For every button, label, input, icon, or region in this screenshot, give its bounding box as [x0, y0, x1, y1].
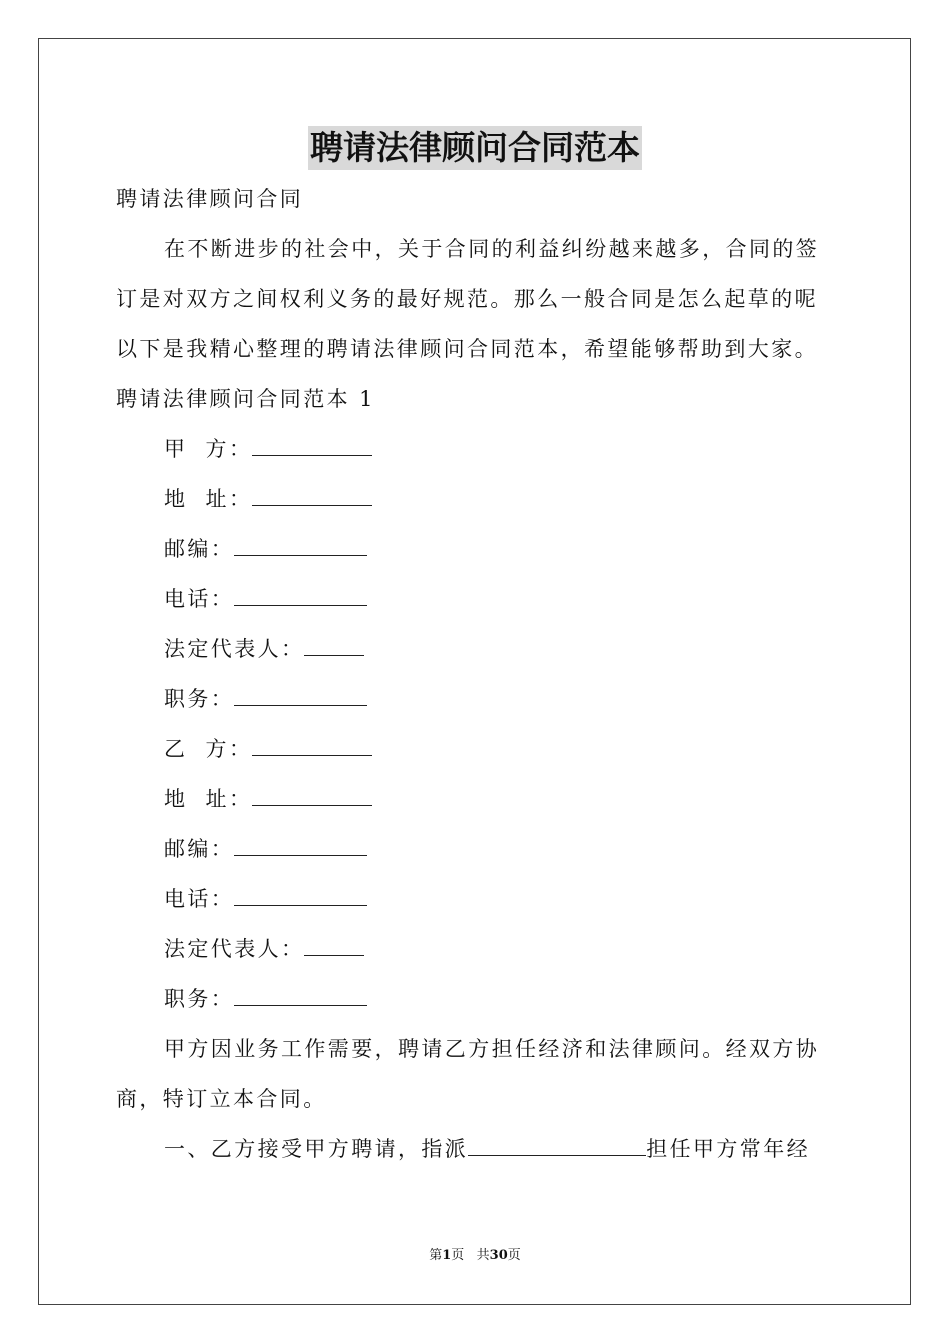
party-a-phone-blank — [234, 587, 367, 606]
party-a-postcode-blank — [234, 537, 367, 556]
footer-page-number: 1 — [442, 1248, 452, 1263]
party-a-postcode-label: 邮编： — [164, 537, 235, 561]
body-line-2: 商，特订立本合同。 — [116, 1087, 327, 1111]
party-b-address-field — [164, 784, 884, 814]
party-b-name-blank — [252, 737, 372, 756]
party-b-postcode-label: 邮编： — [164, 837, 235, 861]
party-a-address-label: 地 址： — [164, 487, 253, 511]
clause-1-before: 一、乙方接受甲方聘请，指派 — [164, 1137, 469, 1161]
party-b-rep-blank — [304, 937, 364, 956]
section-heading: 聘请法律顾问合同范本 1 — [116, 387, 375, 411]
party-a-phone-label: 电话： — [164, 587, 235, 611]
document-subtitle: 聘请法律顾问合同 — [116, 187, 304, 211]
party-b-rep-label: 法定代表人： — [164, 937, 305, 961]
footer-suffix: 页 — [507, 1248, 521, 1263]
party-b-phone-label: 电话： — [164, 887, 235, 911]
party-b-postcode-blank — [234, 837, 367, 856]
party-b-address-blank — [252, 787, 372, 806]
party-a-rep-label: 法定代表人： — [164, 637, 305, 661]
title-container — [0, 126, 950, 170]
party-a-name-field — [164, 434, 884, 464]
party-a-name-blank — [252, 437, 372, 456]
party-b-postcode-field — [164, 834, 884, 864]
footer-prefix: 第 — [429, 1248, 443, 1263]
party-b-title-label: 职务： — [164, 987, 235, 1011]
page-border — [38, 38, 911, 1305]
party-a-address-blank — [252, 487, 372, 506]
clause-1 — [164, 1134, 884, 1164]
party-a-postcode-field — [164, 534, 884, 564]
party-a-phone-field — [164, 584, 884, 614]
intro-line-1: 在不断进步的社会中，关于合同的利益纠纷越来越多，合同的签 — [164, 237, 820, 261]
intro-line-2: 订是对双方之间权利义务的最好规范。那么一般合同是怎么起草的呢 — [116, 287, 818, 311]
party-b-title-field — [164, 984, 884, 1014]
party-b-address-label: 地 址： — [164, 787, 253, 811]
clause-1-blank — [468, 1137, 646, 1156]
party-b-title-blank — [234, 987, 367, 1006]
party-b-phone-field — [164, 884, 884, 914]
document-title: 聘请法律顾问合同范本 — [308, 126, 642, 170]
party-a-address-field — [164, 484, 884, 514]
clause-1-after: 担任甲方常年经 — [646, 1137, 811, 1161]
party-a-title-blank — [234, 687, 367, 706]
party-a-rep-field — [164, 634, 884, 664]
party-b-name-label: 乙 方： — [164, 737, 253, 761]
intro-line-3: 以下是我精心整理的聘请法律顾问合同范本，希望能够帮助到大家。 — [116, 337, 818, 361]
footer-mid: 页 共 — [451, 1248, 490, 1263]
party-a-title-label: 职务： — [164, 687, 235, 711]
body-line-1: 甲方因业务工作需要，聘请乙方担任经济和法律顾问。经双方协 — [164, 1037, 820, 1061]
party-b-rep-field — [164, 934, 884, 964]
party-b-name-field — [164, 734, 884, 764]
party-a-rep-blank — [304, 637, 364, 656]
party-a-title-field — [164, 684, 884, 714]
party-b-phone-blank — [234, 887, 367, 906]
page-footer — [0, 1247, 950, 1265]
footer-total-pages: 30 — [489, 1248, 508, 1263]
party-a-name-label: 甲 方： — [164, 437, 253, 461]
